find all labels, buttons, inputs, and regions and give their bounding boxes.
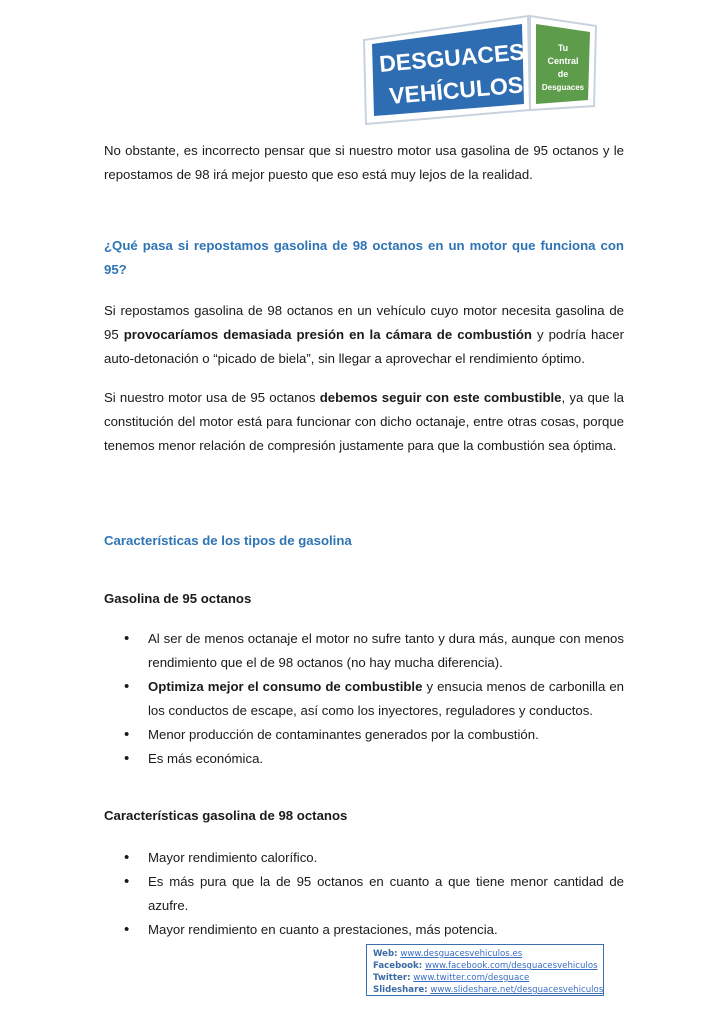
web-label: Web: [373,949,398,959]
contact-slideshare [373,984,603,996]
slideshare-link[interactable]: www.slideshare.net/desguacesvehiculos [430,985,604,995]
p2-part-a: Si nuestro motor usa de 95 octanos [104,390,320,405]
facebook-label: Facebook: [373,961,423,971]
gasoline-98-section [104,804,624,828]
paragraph-2-text [104,386,624,458]
contact-web [373,948,603,960]
desguaces-vehiculos-logo [360,14,600,126]
logo-tag1: Tu [557,43,569,53]
paragraph-1-text [104,299,624,371]
contact-box [366,944,604,996]
facebook-link[interactable]: www.facebook.com/desguacesvehiculos [424,961,598,971]
slideshare-label: Slideshare: [373,985,428,995]
list-item-bold: Optimiza mejor el consumo de combustible [148,679,423,694]
p2-part-c: , ya que la constitución del motor está para funcionar con dicho octanaje, entre otras cosas, porque tenemos menor relación de compresión justamente para que la combustión sea óptima. [104,390,625,453]
gasoline-98-heading: Características gasolina de 98 octanos [104,808,348,823]
list-item: • Mayor rendimiento en cuanto a prestaciones, más potencia. [104,918,624,942]
logo-line2: VEHÍCULOS [388,71,525,109]
twitter-link[interactable]: www.twitter.com/desguace [413,973,530,983]
p2-bold: debemos seguir con este combustible [319,390,562,405]
twitter-label: Twitter: [373,973,411,983]
logo-tag2: Central [547,56,579,66]
list-item: • Es más económica. [104,747,624,771]
gasoline-95-heading: Gasolina de 95 octanos [104,591,252,606]
contact-twitter [373,972,603,984]
list-item: • Mayor rendimiento calorífico. [104,846,624,870]
characteristics-heading: Características de los tipos de gasolina [104,533,352,548]
intro-paragraph: No obstante, es incorrecto pensar que si nuestro motor usa gasolina de 95 octanos y le repostamos de 98 irá mejor puesto que eso está muy lejos de la realidad. [104,143,624,182]
p1-bold: provocaríamos demasiada presión en la cámara de combustión [123,327,532,342]
gasoline-98-list [104,846,624,942]
contact-facebook [373,960,603,972]
gasoline-95-list [104,627,624,771]
gasoline-95-section [104,587,624,611]
list-item-rest: y ensucia menos de carbonilla en los conductos de escape, así como los inyectores, reguladores y conductos. [148,679,625,718]
web-link[interactable]: www.desguacesvehiculos.es [400,949,523,959]
question-heading: ¿Qué pasa si repostamos gasolina de 98 octanos en un motor que funciona con 95? [104,238,624,277]
logo-line1: DESGUACES [378,38,526,77]
p1-part-c: y podría hacer auto-detonación o “picado de biela”, sin llegar a aprovechar el rendimiento óptimo. [104,327,624,366]
list-item: • Al ser de menos octanaje el motor no sufre tanto y dura más, aunque con menos rendimiento que el de 98 octanos (no hay mucha diferencia). [104,627,624,675]
paragraph-2 [104,386,624,458]
characteristics-section [104,529,624,553]
paragraph-1 [104,299,624,371]
p1-part-a: Si repostamos gasolina de 98 octanos en un vehículo cuyo motor necesita gasolina de 95 [104,303,624,342]
list-item: • Es más pura que la de 95 octanos en cuanto a que tiene menor cantidad de azufre. [104,870,624,918]
intro-section [104,139,624,187]
logo-tag4: Desguaces [541,83,585,92]
question-section [104,234,624,282]
list-item [104,675,624,723]
logo-tag3: de [557,69,569,79]
list-item: • Menor producción de contaminantes generados por la combustión. [104,723,624,747]
